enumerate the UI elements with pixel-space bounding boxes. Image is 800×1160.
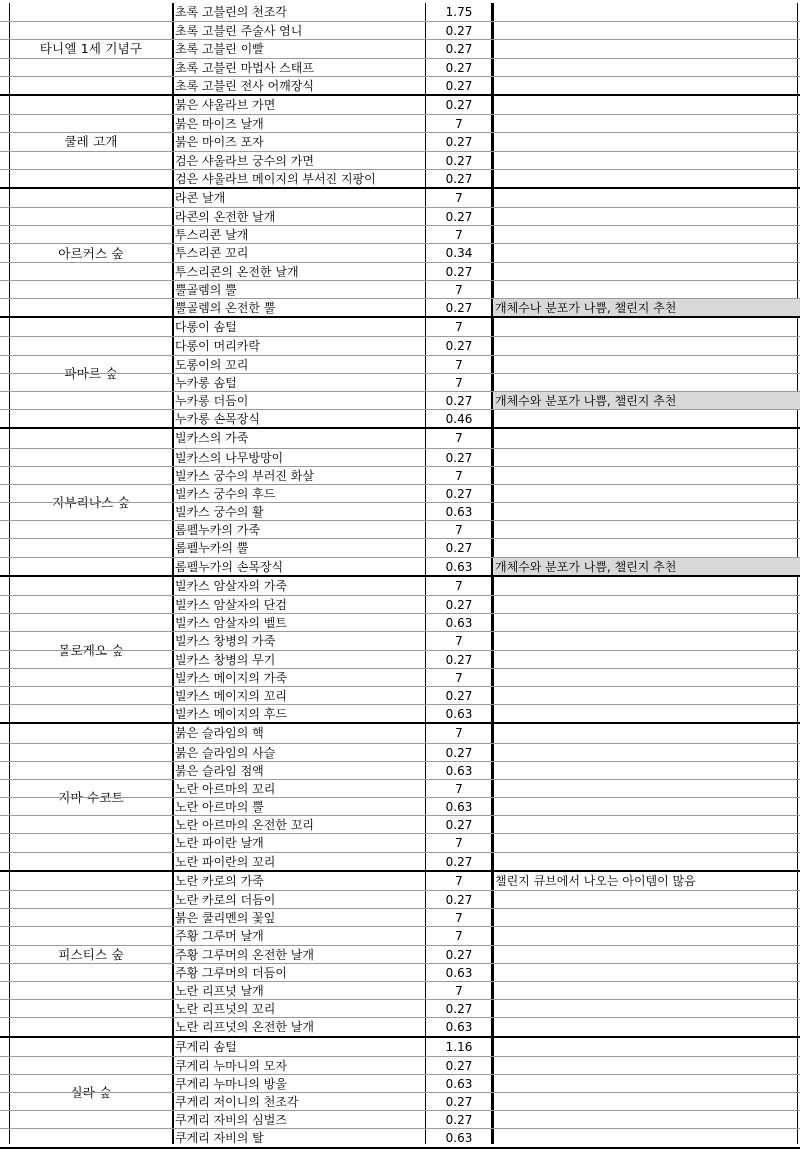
- item-name-cell[interactable]: 초록 고블린 마법사 스태프: [175, 60, 314, 75]
- drop-rate-cell[interactable]: 0.27: [445, 745, 473, 760]
- note-cell[interactable]: [493, 927, 800, 944]
- note-cell[interactable]: [493, 705, 800, 722]
- item-name-cell[interactable]: 노란 리프넛 날개: [175, 983, 264, 998]
- item-name-cell[interactable]: 투스리콘 꼬리: [175, 246, 249, 261]
- table-row: [0, 355, 800, 373]
- table-row: [0, 21, 800, 39]
- region-group: [0, 3, 800, 96]
- item-name-cell[interactable]: 붉은 마이즈 날개: [175, 117, 264, 132]
- drop-rate-cell[interactable]: 0.63: [445, 505, 473, 520]
- table-row: [0, 429, 800, 447]
- region-name-cell[interactable]: 타니엘 1세 기념구: [39, 41, 143, 57]
- item-name-cell[interactable]: 쿠게리 자비의 탈: [175, 1131, 264, 1146]
- note-cell[interactable]: [493, 1000, 800, 1017]
- item-name-cell[interactable]: 노란 아르마의 꼬리: [175, 781, 276, 796]
- note-cell[interactable]: [493, 539, 800, 556]
- drop-rate-cell[interactable]: 0.27: [445, 598, 473, 612]
- table-row: [0, 114, 800, 132]
- item-name-cell[interactable]: 빌카스 창병의 가죽: [175, 634, 276, 649]
- table-row: [0, 373, 800, 391]
- item-name-cell[interactable]: 노란 카로의 가죽: [175, 873, 264, 888]
- drop-rate-cell[interactable]: 7: [455, 282, 463, 297]
- item-name-cell[interactable]: 초록 고블린 전사 어깨장식: [175, 78, 314, 93]
- note-cell[interactable]: [493, 632, 800, 649]
- drop-rate-cell[interactable]: 0.27: [445, 153, 473, 168]
- item-name-cell[interactable]: 누카롱 솜털: [175, 375, 237, 390]
- table-row: [0, 724, 800, 742]
- drop-rate-cell[interactable]: 0.63: [445, 1131, 473, 1146]
- drop-rate-cell[interactable]: 0.27: [445, 1058, 473, 1073]
- note-cell[interactable]: [493, 208, 800, 225]
- region-group: [0, 577, 800, 725]
- note-cell[interactable]: [493, 3, 800, 21]
- drop-rate-cell[interactable]: 0.46: [445, 412, 473, 427]
- note-cell[interactable]: [493, 798, 800, 815]
- item-name-cell[interactable]: 빌카스 궁수의 활: [175, 505, 264, 520]
- note-cell[interactable]: [493, 669, 800, 686]
- item-name-cell[interactable]: 빌카스 창병의 무기: [175, 652, 276, 667]
- note-cell[interactable]: [493, 762, 800, 779]
- drop-rate-cell[interactable]: 7: [455, 375, 463, 390]
- item-name-cell[interactable]: 쿠게리 저이니의 천조각: [175, 1095, 299, 1110]
- table-row: [0, 318, 800, 336]
- table-row: [0, 926, 800, 944]
- note-cell[interactable]: [493, 964, 800, 981]
- note-cell[interactable]: [493, 614, 800, 631]
- drop-rate-cell[interactable]: 0.27: [445, 24, 473, 39]
- drop-rate-cell[interactable]: 0.27: [445, 450, 473, 465]
- note-cell[interactable]: [493, 337, 800, 354]
- region-name-cell[interactable]: 몰로게오 숲: [58, 642, 124, 658]
- table-row: [0, 448, 800, 466]
- item-name-cell[interactable]: 노란 리프넛의 꼬리: [175, 1002, 276, 1017]
- drop-rate-cell[interactable]: 0.63: [445, 1076, 473, 1091]
- note-cell[interactable]: [493, 1111, 800, 1128]
- note-cell[interactable]: 개체수와 분포가 나쁨, 챌린지 추천: [493, 392, 800, 409]
- drop-rate-cell[interactable]: 7: [455, 431, 463, 446]
- region-group: [0, 429, 800, 577]
- drop-rate-cell[interactable]: 7: [455, 228, 463, 243]
- table-row: [0, 132, 800, 150]
- region-name-cell[interactable]: 지부리나스 숲: [52, 495, 130, 511]
- spreadsheet-table: [0, 3, 800, 1149]
- note-cell[interactable]: [493, 834, 800, 851]
- note-cell[interactable]: [493, 133, 800, 150]
- drop-rate-cell[interactable]: 0.63: [445, 616, 473, 631]
- table-row: [0, 1110, 800, 1128]
- table-row: [0, 815, 800, 833]
- item-name-cell[interactable]: 롬펠누가의 손목장식: [175, 559, 284, 574]
- drop-rate-cell[interactable]: 7: [455, 357, 463, 372]
- item-name-cell[interactable]: 빌카스 암살자의 벨트: [175, 616, 287, 631]
- table-row: [0, 151, 800, 169]
- item-name-cell[interactable]: 뿔골렘의 온전한 뿔: [175, 301, 276, 315]
- note-cell[interactable]: [493, 1093, 800, 1110]
- item-name-cell[interactable]: 라콘의 온전한 날개: [175, 210, 276, 225]
- note-cell[interactable]: [493, 115, 800, 132]
- note-cell[interactable]: [493, 577, 800, 595]
- note-cell[interactable]: [493, 816, 800, 833]
- item-name-cell[interactable]: 검은 샤울라브 메이지의 부서진 지팡이: [175, 171, 376, 186]
- region-name-cell[interactable]: 실라 숲: [70, 1085, 112, 1101]
- table-row: [0, 39, 800, 57]
- item-name-cell[interactable]: 검은 샤울라브 궁수의 가면: [175, 153, 314, 168]
- item-name-cell[interactable]: 투스리콘 날개: [175, 228, 249, 243]
- item-name-cell[interactable]: 빌카스 궁수의 부러진 화살: [175, 468, 314, 483]
- note-cell[interactable]: [493, 40, 800, 57]
- region-name-cell[interactable]: 아르커스 숲: [58, 245, 124, 261]
- item-name-cell[interactable]: 노란 카로의 더듬이: [175, 893, 276, 907]
- table-row: [0, 225, 800, 243]
- item-name-cell[interactable]: 쿠게리 누마니의 방울: [175, 1076, 287, 1091]
- item-name-cell[interactable]: 빌카스 암살자의 단검: [175, 598, 287, 612]
- drop-rate-cell[interactable]: 0.27: [445, 541, 473, 556]
- table-row: [0, 981, 800, 999]
- drop-rate-cell[interactable]: 0.27: [445, 486, 473, 501]
- table-row: [0, 391, 800, 409]
- note-cell[interactable]: [493, 853, 800, 870]
- item-name-cell[interactable]: 붉은 슬라임의 사슬: [175, 745, 276, 760]
- drop-rate-cell[interactable]: 0.27: [445, 688, 473, 703]
- table-row: [0, 189, 800, 207]
- table-row: [0, 761, 800, 779]
- item-name-cell[interactable]: 붉은 슬라임 점액: [175, 763, 264, 778]
- drop-rate-cell[interactable]: 7: [455, 468, 463, 483]
- note-cell[interactable]: [493, 909, 800, 926]
- table-row: [0, 743, 800, 761]
- table-row: [0, 76, 800, 94]
- item-name-cell[interactable]: 빌카스 궁수의 후드: [175, 486, 276, 501]
- item-name-cell[interactable]: 초록 고블린의 천조각: [175, 5, 287, 19]
- note-cell[interactable]: [493, 449, 800, 466]
- note-cell[interactable]: [493, 744, 800, 761]
- table-row: [0, 668, 800, 686]
- drop-rate-cell[interactable]: 0.27: [445, 78, 473, 93]
- table-row: [0, 686, 800, 704]
- note-cell[interactable]: [493, 596, 800, 613]
- drop-rate-cell[interactable]: 0.27: [445, 1113, 473, 1128]
- note-cell[interactable]: [493, 1129, 800, 1146]
- item-name-cell[interactable]: 쿠게리 자비의 심벌즈: [175, 1113, 287, 1128]
- item-name-cell[interactable]: 초록 고블린 이빨: [175, 42, 264, 57]
- item-name-cell[interactable]: 다롱이 머리카락: [175, 339, 260, 354]
- note-cell[interactable]: [493, 724, 800, 742]
- drop-rate-cell[interactable]: 0.27: [445, 818, 473, 833]
- table-row: [0, 1056, 800, 1074]
- drop-rate-cell[interactable]: 0.27: [445, 60, 473, 75]
- note-cell[interactable]: [493, 1075, 800, 1092]
- region-name-cell[interactable]: 피스티스 숲: [58, 946, 124, 962]
- drop-rate-cell[interactable]: 0.27: [445, 42, 473, 57]
- drop-rate-cell[interactable]: 1.16: [445, 1039, 473, 1054]
- note-cell[interactable]: [493, 1018, 800, 1035]
- drop-rate-cell[interactable]: 0.27: [445, 135, 473, 150]
- drop-rate-cell[interactable]: 0.34: [445, 246, 473, 261]
- table-row: [0, 466, 800, 484]
- drop-rate-cell[interactable]: 0.63: [445, 1020, 473, 1035]
- table-row: [0, 409, 800, 427]
- table-row: [0, 945, 800, 963]
- item-name-cell[interactable]: 주황 그루머 날개: [175, 929, 264, 944]
- note-cell[interactable]: [493, 410, 800, 427]
- table-row: [0, 908, 800, 926]
- table-row: [0, 262, 800, 280]
- table-row: [0, 502, 800, 520]
- table-row: [0, 963, 800, 981]
- table-row: [0, 3, 800, 21]
- table-row: [0, 58, 800, 76]
- item-name-cell[interactable]: 노란 파이란의 꼬리: [175, 854, 276, 869]
- drop-rate-cell[interactable]: 7: [455, 781, 463, 796]
- drop-rate-cell[interactable]: 0.27: [445, 893, 473, 907]
- drop-rate-cell[interactable]: 0.27: [445, 264, 473, 279]
- table-row: [0, 1038, 800, 1056]
- drop-rate-cell[interactable]: 7: [455, 726, 463, 741]
- table-row: [0, 96, 800, 114]
- table-row: [0, 1092, 800, 1110]
- note-cell[interactable]: 챌린지 큐브에서 나오는 아이템이 많음: [495, 873, 696, 888]
- drop-rate-cell[interactable]: 7: [455, 117, 463, 132]
- drop-rate-cell[interactable]: 7: [455, 929, 463, 944]
- note-cell[interactable]: [493, 651, 800, 668]
- item-name-cell[interactable]: 빌카스 메이지의 꼬리: [175, 688, 287, 703]
- table-row: [0, 613, 800, 631]
- item-name-cell[interactable]: 쿠게리 누마니의 모자: [175, 1058, 287, 1073]
- item-name-cell[interactable]: 누카롱 손목장식: [175, 412, 260, 427]
- note-cell[interactable]: [493, 891, 800, 908]
- table-row: [0, 484, 800, 502]
- item-name-cell[interactable]: 붉은 쿨리멘의 꽃잎: [175, 911, 276, 926]
- table-row: [0, 207, 800, 225]
- item-name-cell[interactable]: 롬펠누카의 가죽: [175, 523, 260, 538]
- drop-rate-cell[interactable]: 7: [455, 634, 463, 649]
- note-cell[interactable]: [493, 318, 800, 336]
- region-groups: [0, 3, 800, 1149]
- table-row: [0, 999, 800, 1017]
- item-name-cell[interactable]: 빌카스의 가죽: [175, 431, 249, 446]
- item-name-cell[interactable]: 롬펠누카의 뿔: [175, 541, 249, 556]
- region-name-cell[interactable]: 파마르 숲: [64, 365, 118, 381]
- note-cell[interactable]: [493, 1057, 800, 1074]
- drop-rate-cell[interactable]: 0.63: [445, 763, 473, 778]
- region-group: [0, 318, 800, 429]
- item-name-cell[interactable]: 도롱이의 꼬리: [175, 357, 249, 372]
- item-name-cell[interactable]: 붉은 마이즈 포자: [175, 135, 264, 150]
- drop-rate-cell[interactable]: 0.27: [445, 947, 473, 962]
- item-name-cell[interactable]: 라콘 날개: [175, 190, 226, 205]
- item-name-cell[interactable]: 노란 리프넛의 온전한 날개: [175, 1020, 314, 1035]
- table-row: [0, 169, 800, 187]
- note-cell[interactable]: [493, 263, 800, 280]
- drop-rate-cell[interactable]: 0.63: [445, 965, 473, 980]
- item-name-cell[interactable]: 붉은 샤울라브 가면: [175, 97, 276, 112]
- item-name-cell[interactable]: 주황 그루머의 더듬이: [175, 965, 287, 980]
- drop-rate-cell[interactable]: 7: [455, 983, 463, 998]
- drop-rate-cell[interactable]: 0.27: [445, 652, 473, 667]
- item-name-cell[interactable]: 붉은 슬라임의 핵: [175, 726, 264, 741]
- table-row: [0, 852, 800, 870]
- item-name-cell[interactable]: 빌카스 메이지의 후드: [175, 707, 287, 722]
- item-name-cell[interactable]: 노란 아르마의 뿔: [175, 800, 264, 815]
- note-cell[interactable]: 개체수나 분포가 나쁨, 챌린지 추천: [493, 299, 800, 316]
- drop-rate-cell[interactable]: 0.27: [445, 1002, 473, 1017]
- table-row: [0, 890, 800, 908]
- note-cell[interactable]: [493, 59, 800, 76]
- table-row: [0, 243, 800, 261]
- note-cell[interactable]: [493, 152, 800, 169]
- note-cell[interactable]: [493, 226, 800, 243]
- item-name-cell[interactable]: 빌카스 메이지의 가죽: [175, 670, 287, 685]
- item-name-cell[interactable]: 뿔골렘의 뿔: [175, 282, 237, 297]
- region-group: [0, 872, 800, 1038]
- note-cell[interactable]: [493, 429, 800, 447]
- note-cell[interactable]: [493, 356, 800, 373]
- table-row: [0, 538, 800, 556]
- drop-rate-cell[interactable]: 0.27: [445, 339, 473, 354]
- table-row: [0, 1128, 800, 1146]
- table-row: [0, 298, 800, 316]
- note-cell[interactable]: [493, 467, 800, 484]
- note-cell[interactable]: [493, 503, 800, 520]
- note-cell[interactable]: [493, 96, 800, 114]
- drop-rate-cell[interactable]: 0.27: [445, 301, 473, 315]
- table-row: [0, 280, 800, 298]
- note-cell[interactable]: [493, 982, 800, 999]
- note-cell[interactable]: [493, 780, 800, 797]
- table-row: [0, 520, 800, 538]
- note-cell[interactable]: [493, 77, 800, 94]
- note-cell[interactable]: [493, 189, 800, 207]
- note-cell[interactable]: [493, 946, 800, 963]
- drop-rate-cell[interactable]: 7: [455, 523, 463, 538]
- region-group: [0, 96, 800, 189]
- drop-rate-cell[interactable]: 7: [455, 911, 463, 926]
- drop-rate-cell[interactable]: 0.27: [445, 393, 473, 408]
- table-row: [0, 336, 800, 354]
- drop-rate-cell[interactable]: 7: [455, 578, 463, 593]
- note-cell[interactable]: [493, 22, 800, 39]
- item-name-cell[interactable]: 주황 그루머의 온전한 날개: [175, 947, 314, 962]
- table-row: [0, 797, 800, 815]
- item-name-cell[interactable]: 누카롱 더듬이: [175, 393, 249, 408]
- drop-rate-cell[interactable]: 7: [455, 670, 463, 685]
- item-name-cell[interactable]: 빌카스의 나무방망이: [175, 450, 284, 465]
- note-cell[interactable]: [493, 521, 800, 538]
- table-row: [0, 704, 800, 722]
- drop-rate-cell[interactable]: 0.63: [445, 707, 473, 722]
- region-group: [0, 724, 800, 872]
- item-name-cell[interactable]: 빌카스 암살자의 가죽: [175, 578, 287, 593]
- table-row: [0, 1017, 800, 1035]
- note-cell[interactable]: [493, 170, 800, 187]
- table-row: [0, 595, 800, 613]
- note-cell[interactable]: [493, 1038, 800, 1056]
- drop-rate-cell[interactable]: 0.27: [445, 210, 473, 225]
- drop-rate-cell[interactable]: 0.63: [445, 559, 473, 574]
- table-row: [0, 833, 800, 851]
- drop-rate-cell[interactable]: 0.27: [445, 97, 473, 112]
- table-row: [0, 577, 800, 595]
- drop-rate-cell[interactable]: 0.27: [445, 1095, 473, 1110]
- region-name-cell[interactable]: 쿨레 고개: [64, 134, 118, 150]
- item-name-cell[interactable]: 쿠게리 솜털: [175, 1039, 237, 1054]
- region-group: [0, 189, 800, 318]
- drop-rate-cell[interactable]: 0.27: [445, 854, 473, 869]
- note-cell[interactable]: 개체수와 분포가 나쁨, 챌린지 추천: [493, 558, 800, 575]
- drop-rate-cell[interactable]: 7: [455, 873, 463, 888]
- region-group: [0, 1038, 800, 1149]
- table-row: [0, 631, 800, 649]
- table-row: [0, 557, 800, 575]
- drop-rate-cell[interactable]: 7: [455, 190, 463, 205]
- region-name-cell[interactable]: 지마 수코트: [58, 790, 124, 806]
- note-cell[interactable]: [493, 687, 800, 704]
- drop-rate-cell[interactable]: 0.27: [445, 171, 473, 186]
- table-row: [0, 779, 800, 797]
- drop-rate-cell[interactable]: 0.63: [445, 800, 473, 815]
- note-cell[interactable]: [493, 281, 800, 298]
- drop-rate-cell[interactable]: 1.75: [445, 5, 473, 19]
- item-name-cell[interactable]: 다롱이 솜털: [175, 320, 237, 335]
- item-name-cell[interactable]: 투스리콘의 온전한 날개: [175, 264, 299, 279]
- note-cell[interactable]: [493, 485, 800, 502]
- item-name-cell[interactable]: 노란 파이란 날개: [175, 836, 264, 851]
- item-name-cell[interactable]: 노란 아르마의 온전한 꼬리: [175, 818, 314, 833]
- item-name-cell[interactable]: 초록 고블린 주술사 염니: [175, 24, 303, 39]
- table-row: [0, 872, 800, 890]
- drop-rate-cell[interactable]: 7: [455, 320, 463, 335]
- table-row: [0, 1074, 800, 1092]
- note-cell[interactable]: [493, 374, 800, 391]
- note-cell[interactable]: [493, 244, 800, 261]
- drop-rate-cell[interactable]: 7: [455, 836, 463, 851]
- table-row: [0, 650, 800, 668]
